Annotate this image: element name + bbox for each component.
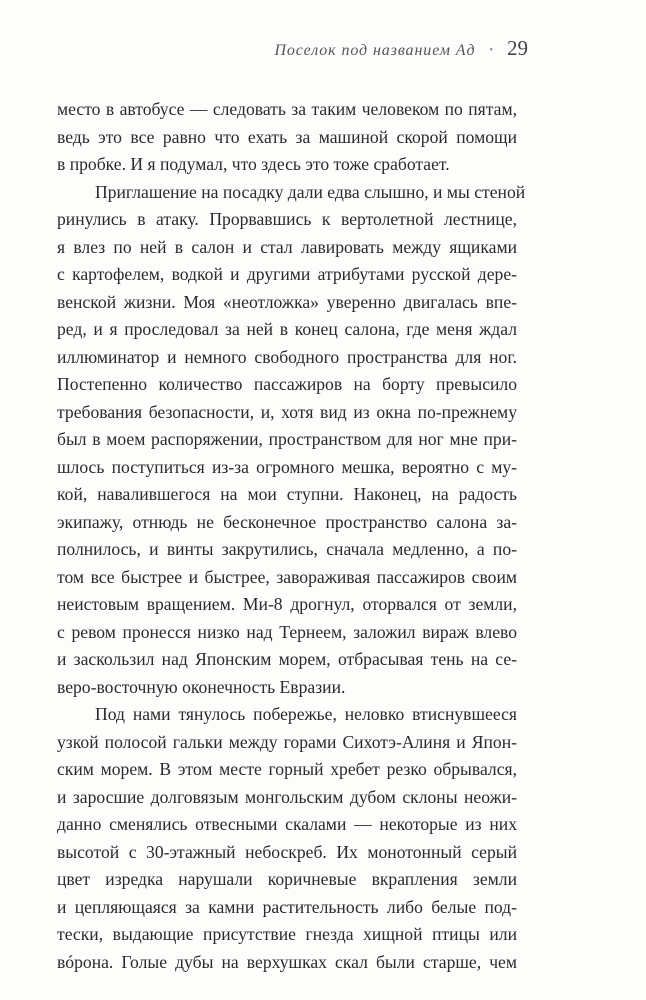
text-line: высотой с 30-этажный небоскреб. Их монотонный серый: [57, 841, 517, 862]
text-line: тески, выдающие присутствие гнезда хищной птицы или: [57, 924, 517, 944]
text-line: иллюминатор и немного свободного пространства для ног.: [57, 346, 517, 367]
text-line: неистовым вращением. Ми-8 дрогнул, оторвался от земли,: [57, 594, 517, 614]
text-line: и цепляющаяся за камни растительность либо белые под-: [57, 896, 517, 917]
text-line: в пробке. И я подумал, что здесь это тоже сработает.: [57, 154, 450, 174]
text-line: веро-восточную оконечность Евразии.: [57, 676, 346, 697]
text-line: с картофелем, водкой и другими атрибутами русской дере-: [57, 264, 517, 284]
text-line: данно сменялись отвесными скалами — некоторые из них: [57, 814, 517, 834]
text-line: узкой полосой гальки между горами Сихотэ-Алиня и Япон-: [57, 731, 517, 752]
page-number: 29: [507, 36, 528, 60]
text-line: ред, и я проследовал за ней в конец салона, где меня ждал: [57, 319, 517, 339]
paragraph-2: [57, 179, 526, 702]
text-line: венской жизни. Моя «неотложка» уверенно двигалась впе-: [57, 291, 517, 312]
text-line: полнилось, и винты закрутились, сначала медленно, а по-: [57, 539, 517, 559]
text-line: экипажу, отнюдь не бесконечное пространство салона за-: [57, 511, 517, 532]
text-line: ринулись в атаку. Прорвавшись к вертолетной лестнице,: [57, 209, 517, 229]
text-line: и заросшие долговязым монгольским дубом склоны неожи-: [57, 786, 517, 807]
text-line: Постепенно количество пассажиров на борту превысило: [57, 374, 517, 394]
text-line: цвет изредка нарушали коричневые вкрапления земли: [57, 869, 517, 889]
text-line: шлось поступиться из-за огромного мешка, вероятно с му-: [57, 456, 517, 477]
running-header: [274, 36, 528, 61]
running-title: Поселок под названием Ад: [274, 42, 476, 59]
body-text: [57, 96, 526, 976]
text-line: том все быстрее и быстрее, завораживая пассажиров своим: [57, 566, 517, 587]
header-separator-dot: •: [489, 45, 493, 56]
paragraph-3: [57, 701, 517, 976]
text-line: место в автобусе — следовать за таким человеком по пятам,: [57, 99, 517, 119]
text-line: требования безопасности, и, хотя вид из окна по-прежнему: [57, 401, 517, 422]
text-line: с ревом пронесся низко над Тернеем, заложил вираж влево: [57, 621, 517, 642]
text-line: Под нами тянулось побережье, неловко втиснувшееся: [95, 704, 517, 724]
text-line: ским морем. В этом месте горный хребет резко обрывался,: [57, 759, 517, 779]
text-line: был в моем распоряжении, пространством для ног мне при-: [57, 429, 517, 449]
text-line: я влез по ней в салон и стал лавировать между ящиками: [57, 236, 517, 257]
text-line: ведь это все равно что ехать за машиной скорой помощи: [57, 126, 517, 147]
paragraph-1: [57, 96, 517, 179]
text-line: и заскользил над Японским морем, отбрасывая тень на се-: [57, 649, 517, 669]
text-line: вóрона. Голые дубы на верхушках скал были старше, чем: [57, 951, 517, 972]
text-line: кой, навалившегося на мои ступни. Наконец, на радость: [57, 484, 517, 504]
text-line: Приглашение на посадку дали едва слышно, и мы стеной: [95, 181, 526, 202]
